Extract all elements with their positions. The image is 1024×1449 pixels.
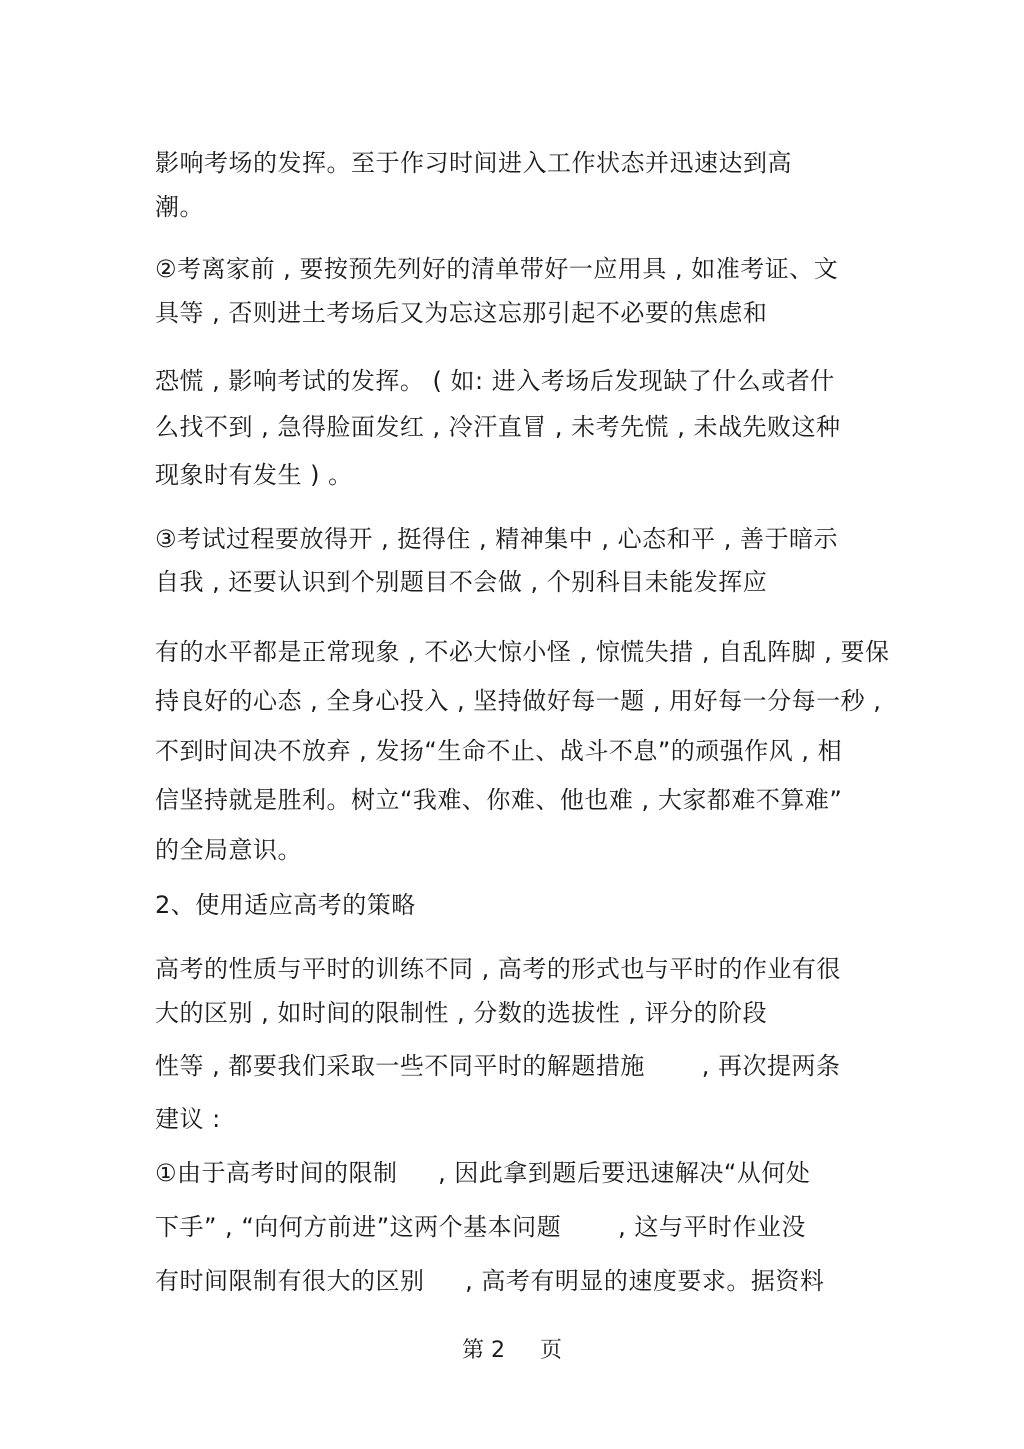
text-line: ①由于高考时间的限制 , 因此拿到题后要迅速解决“从何处 <box>155 1159 811 1187</box>
text-line: 影响考场的发挥。至于作习时间进入工作状态并迅速达到高 <box>155 149 792 177</box>
text-line: 信坚持就是胜利。树立“我难、你难、他也难 , 大家都难不算难” <box>155 786 843 814</box>
text-line: 的全局意识。 <box>155 836 302 864</box>
text-line: 么找不到 , 急得脸面发红 , 冷汗直冒 , 未考先慌 , 未战先败这种 <box>155 413 841 441</box>
text-line: 高考的性质与平时的训练不同 , 高考的形式也与平时的作业有很 <box>155 955 841 983</box>
text-line: 大的区别 , 如时间的限制性 , 分数的选拔性 , 评分的阶段 <box>155 999 768 1027</box>
text-line: 下手” , “向何方前进”这两个基本问题 , 这与平时作业没 <box>155 1213 806 1241</box>
text-line: 不到时间决不放弃 , 发扬“生命不止、战斗不息”的顽强作风 , 相 <box>155 737 843 765</box>
page-number: 第 2 页 <box>462 1338 562 1363</box>
text-line: 建议 : <box>155 1105 221 1133</box>
text-line: 性等 , 都要我们采取一些不同平时的解题措施 , 再次提两条 <box>155 1052 841 1080</box>
text-line: 恐慌 , 影响考试的发挥。 ( 如: 进入考场后发现缺了什么或者什 <box>155 367 835 395</box>
text-line: ③考试过程要放得开 , 挺得住 , 精神集中 , 心态和平 , 善于暗示 <box>155 525 839 553</box>
text-line: ②考离家前 , 要按预先列好的清单带好一应用具 , 如准考证、文 <box>155 255 839 283</box>
section-heading: 2、使用适应高考的策略 <box>155 891 416 919</box>
text-line: 潮。 <box>155 193 204 221</box>
text-line: 现象时有发生 ) 。 <box>155 461 353 489</box>
text-line: 自我 , 还要认识到个别题目不会做 , 个别科目未能发挥应 <box>155 568 768 596</box>
text-line: 有时间限制有很大的区别 , 高考有明显的速度要求。据资料 <box>155 1267 825 1295</box>
text-line: 有的水平都是正常现象 , 不必大惊小怪 , 惊慌失措 , 自乱阵脚 , 要保 <box>155 638 890 666</box>
text-line: 持良好的心态 , 全身心投入 , 坚持做好每一题 , 用好每一分每一秒 , <box>155 687 882 715</box>
text-line: 具等 , 否则进土考场后又为忘这忘那引起不必要的焦虑和 <box>155 299 768 327</box>
